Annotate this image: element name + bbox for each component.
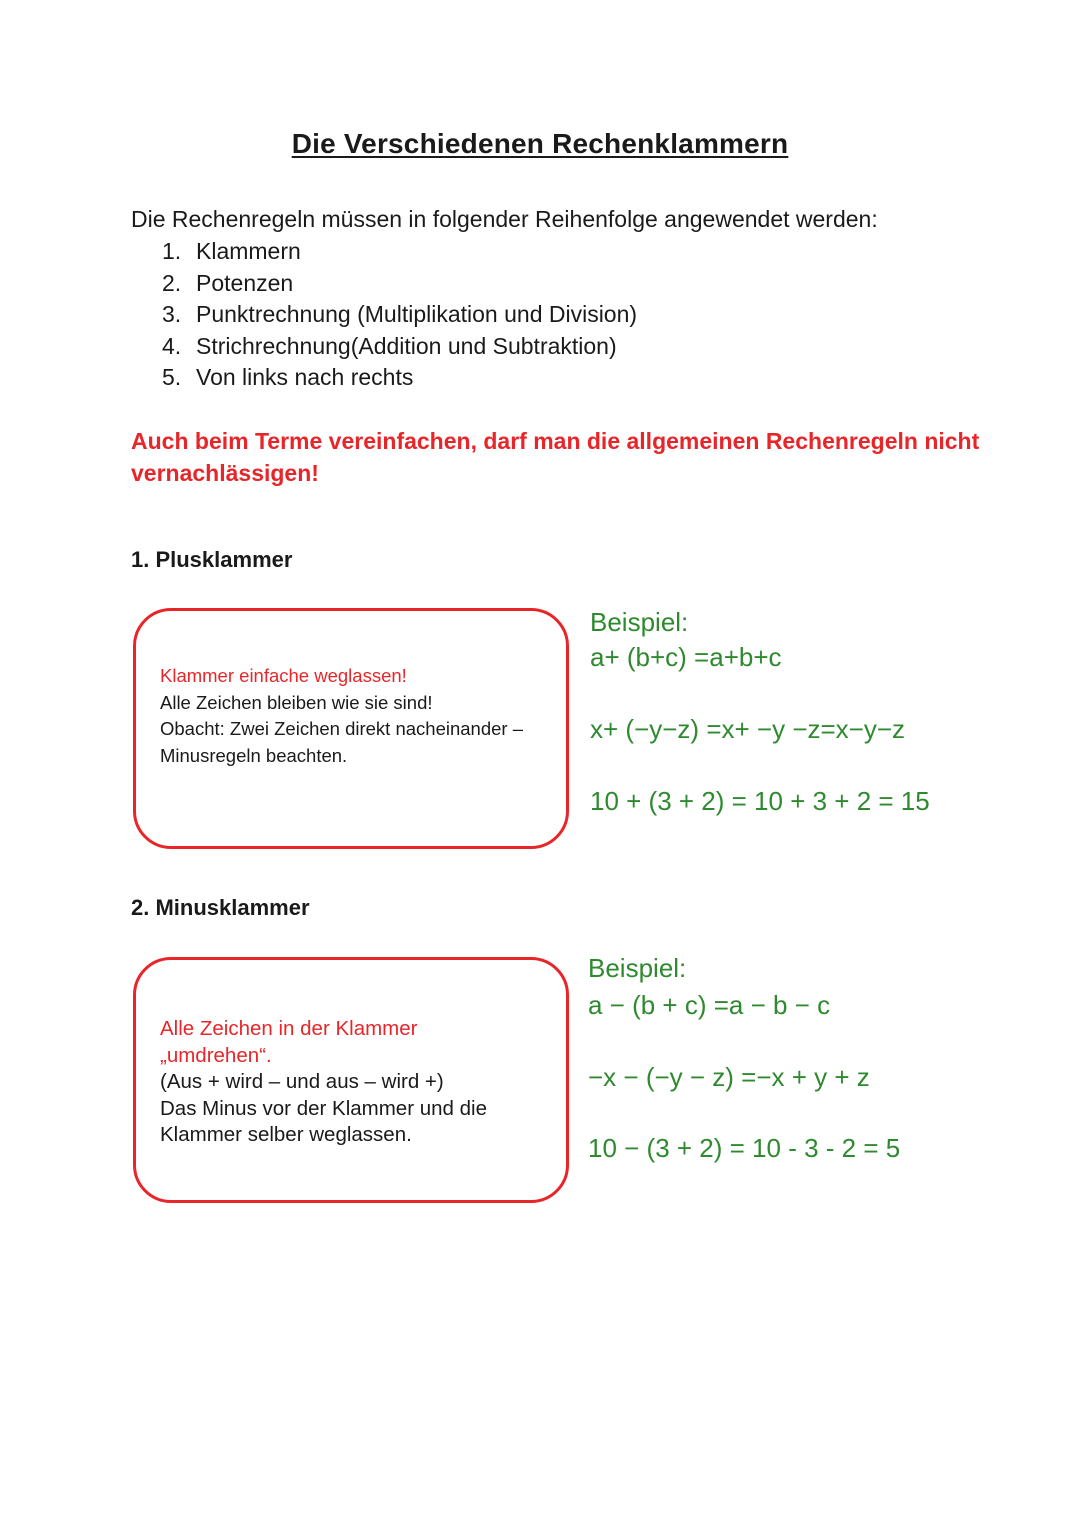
- rules-list: [162, 238, 637, 396]
- list-item: [162, 238, 637, 270]
- rule-box-text: [160, 1016, 548, 1149]
- list-item-number: 3.: [162, 301, 182, 327]
- list-item-text: Punktrechnung (Multiplikation und Division): [196, 301, 638, 327]
- rule-line: Minusregeln beachten.: [160, 744, 348, 766]
- example-formula: 10 + (3 + 2) = 10 + 3 + 2 = 15: [590, 786, 930, 816]
- example-formula: 10 − (3 + 2) = 10 - 3 - 2 = 5: [588, 1133, 901, 1163]
- example-label: Beispiel:: [588, 953, 687, 983]
- example-formula: x+ (−y−z) =x+ −y −z=x−y−z: [590, 714, 906, 744]
- list-item-number: 2.: [162, 269, 182, 296]
- rule-line: Alle Zeichen bleiben wie sie sind!: [160, 691, 433, 713]
- list-item: [162, 301, 637, 333]
- list-item: [162, 333, 637, 365]
- example-formula: a − (b + c) =a − b − c: [588, 990, 831, 1020]
- section-heading-plusklammer: 1. Plusklammer: [131, 547, 293, 572]
- warning-text: Auch beim Terme vereinfachen, darf man die allgemeinen Rechenregeln nicht vernachlässigen!: [131, 428, 980, 486]
- page-title: Die Verschiedenen Rechenklammern: [291, 128, 789, 159]
- example-formula: −x − (−y − z) =−x + y + z: [588, 1062, 870, 1092]
- example-label: Beispiel:: [590, 607, 689, 637]
- list-item-text: Strichrechnung(Addition und Subtraktion): [196, 332, 617, 359]
- rule-line: „umdrehen“.: [160, 1043, 272, 1067]
- rule-line: Klammer selber weglassen.: [160, 1123, 412, 1146]
- list-item-text: Potenzen: [196, 269, 294, 296]
- list-item-text: Klammern: [196, 238, 301, 264]
- section-heading-minusklammer: 2. Minusklammer: [131, 895, 310, 920]
- rule-box-minusklammer: [133, 957, 569, 1203]
- rule-line: Klammer einfache weglassen!: [160, 665, 407, 686]
- example-formula: a+ (b+c) =a+b+c: [590, 642, 782, 672]
- list-item-text: Von links nach rechts: [196, 364, 414, 390]
- rule-line: Obacht: Zwei Zeichen direkt nacheinander –: [160, 718, 524, 739]
- rule-line: (Aus + wird – und aus – wird +): [160, 1070, 444, 1093]
- rule-box-text: [160, 663, 548, 769]
- list-item: [162, 270, 637, 302]
- intro-text: Die Rechenregeln müssen in folgender Reihenfolge angewendet werden:: [131, 206, 878, 232]
- list-item: [162, 364, 637, 396]
- rule-line: Das Minus vor der Klammer und die: [160, 1096, 487, 1120]
- list-item-number: 4.: [162, 332, 182, 359]
- list-item-number: 5.: [162, 364, 182, 390]
- rule-box-plusklammer: [133, 608, 569, 849]
- rule-line: Alle Zeichen in der Klammer: [160, 1017, 418, 1040]
- list-item-number: 1.: [162, 238, 182, 264]
